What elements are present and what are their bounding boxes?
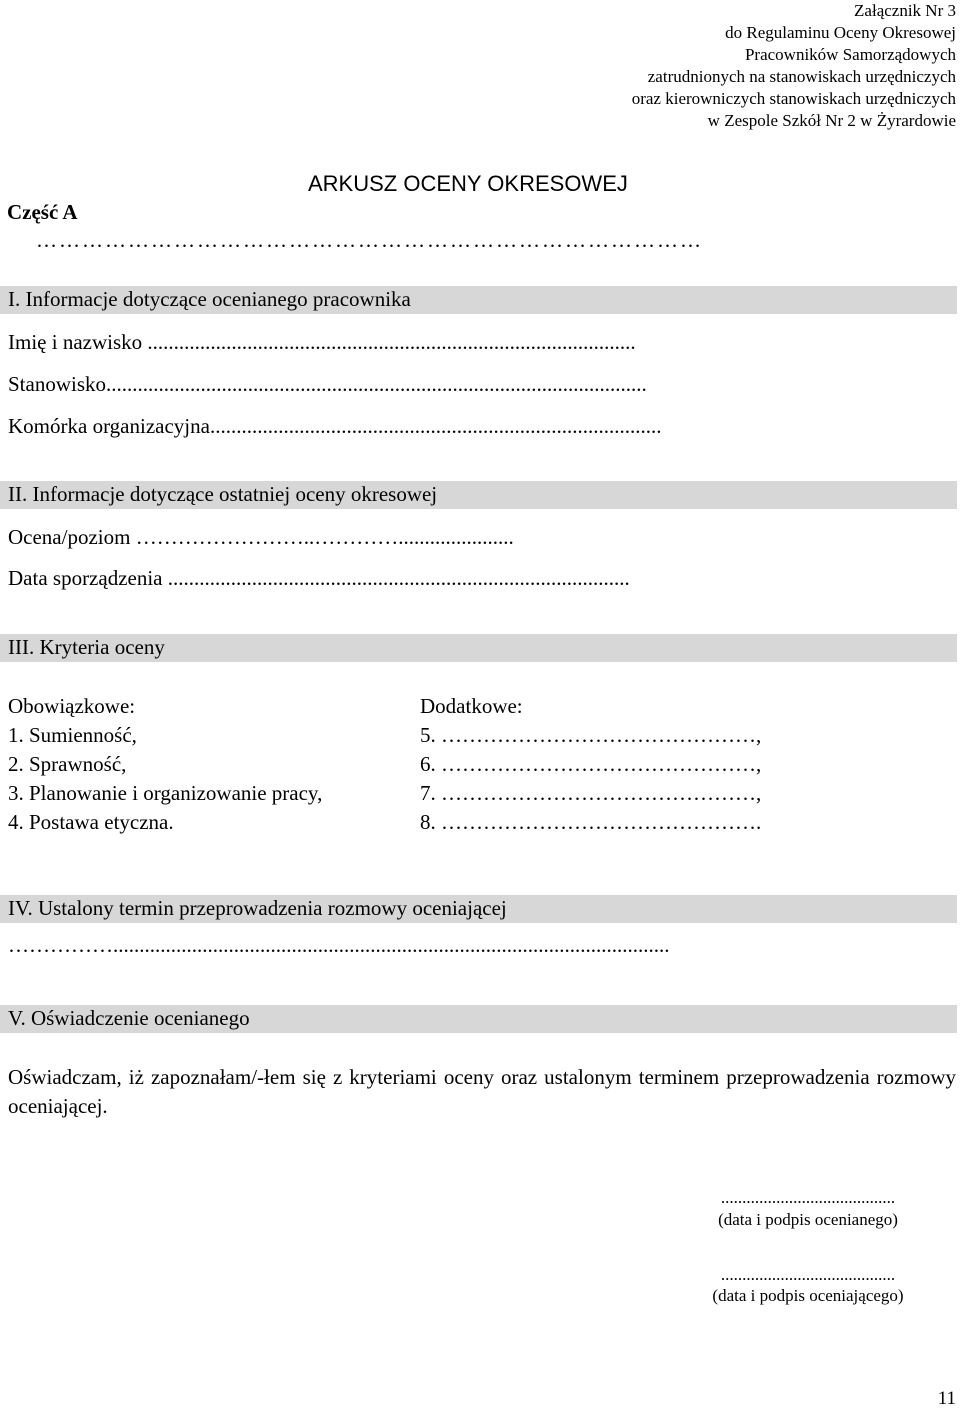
section-3-title: III. Kryteria oceny	[8, 635, 165, 659]
signature-caption-employee: (data i podpis ocenianego)	[718, 1210, 898, 1229]
position-field[interactable]: Stanowisko.......................................................................................................	[8, 372, 647, 396]
document-header	[632, 0, 956, 132]
section-5-heading	[0, 1005, 957, 1033]
section-2-title: II. Informacje dotyczące ostatniej oceny okresowej	[8, 482, 438, 506]
mandatory-criterion: 3. Planowanie i organizowanie pracy,	[8, 781, 323, 805]
section-4-title: IV. Ustalony termin przeprowadzenia rozmowy oceniającej	[8, 896, 507, 920]
section-1-heading	[0, 286, 957, 314]
additional-criterion-field[interactable]: 8. ……………………………………….	[420, 810, 762, 834]
header-line: oraz kierowniczych stanowiskach urzędniczych	[631, 89, 956, 108]
date-prepared-field[interactable]: Data sporządzenia ........................................................................................	[8, 566, 630, 590]
part-label: Część A	[7, 200, 78, 224]
rating-level-field[interactable]: Ocena/poziom ……………………..…………......................	[8, 525, 514, 549]
mandatory-criterion: 4. Postawa etyczna.	[8, 810, 174, 834]
additional-criterion-field[interactable]: 6. ………………………………………,	[420, 752, 762, 776]
section-2-heading	[0, 481, 957, 509]
name-field[interactable]: Imię i nazwisko .............................................................................................	[8, 330, 636, 354]
page-number: 11	[937, 1388, 956, 1409]
part-dotted-line: ……………………………………………………………………………	[36, 228, 703, 252]
mandatory-criteria-label: Obowiązkowe:	[8, 694, 136, 718]
section-1-title: I. Informacje dotyczące ocenianego pracownika	[8, 287, 411, 311]
header-line: do Regulaminu Oceny Okresowej	[725, 23, 956, 42]
section-3-heading	[0, 634, 957, 662]
additional-criteria-label: Dodatkowe:	[420, 694, 523, 718]
section-4-heading	[0, 895, 957, 923]
document-title: ARKUSZ OCENY OKRESOWEJ	[308, 171, 628, 196]
department-field[interactable]: Komórka organizacyjna......................................................................................	[8, 414, 662, 438]
section-5-title: V. Oświadczenie ocenianego	[8, 1006, 250, 1030]
header-line: zatrudnionych na stanowiskach urzędniczych	[647, 67, 956, 86]
signature-line-evaluator[interactable]: .........................................	[720, 1265, 896, 1284]
header-line: Załącznik Nr 3	[854, 1, 956, 20]
signature-line-employee[interactable]: .........................................	[720, 1188, 896, 1207]
additional-criterion-field[interactable]: 5. ………………………………………,	[420, 723, 762, 747]
employee-statement: Oświadczam, iż zapoznałam/-łem się z kryteriami oceny oraz ustalonym terminem przeprowadzenia rozmowy oceniającej.	[8, 1065, 956, 1118]
mandatory-criterion: 2. Sprawność,	[8, 752, 127, 776]
additional-criterion-field[interactable]: 7. ………………………………………,	[420, 781, 762, 805]
interview-date-field[interactable]: ……………..........................................................................................................	[8, 933, 670, 957]
signature-caption-evaluator: (data i podpis oceniającego)	[712, 1286, 904, 1305]
header-line: Pracowników Samorządowych	[744, 45, 956, 64]
header-line: w Zespole Szkół Nr 2 w Żyrardowie	[707, 111, 956, 130]
mandatory-criterion: 1. Sumienność,	[8, 723, 137, 747]
